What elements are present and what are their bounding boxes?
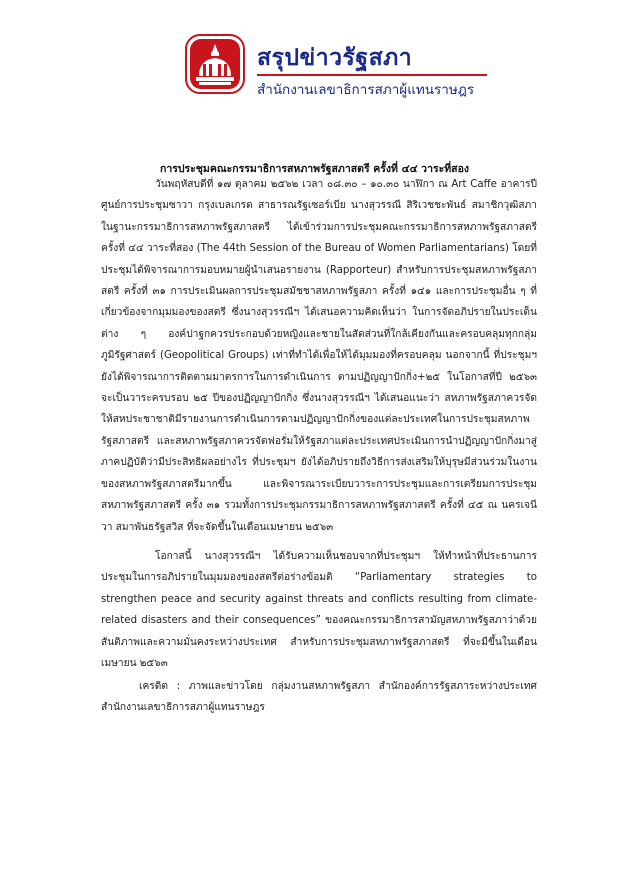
- letterhead: [185, 34, 515, 96]
- credit-paragraph: เครดิต : ภาพและข่าวโดย กลุ่มงานสหภาพรัฐสภา สำนักองค์การรัฐสภาระหว่างประเทศ สำนักงานเลขาธิการสภาผู้แทนราษฎร: [101, 681, 537, 714]
- body-paragraph-2: โอกาสนี้ นางสุวรรณีฯ ได้รับความเห็นชอบจากที่ประชุมฯ ให้ทำหน้าที่ประธานการประชุมในการอภิปรายในมุมมองของสตรีต่อร่างข้อมติ “Parliamentary strategies to strengthen peace and security against threats and conflicts resulting from climate-related disasters and their consequences” ของคณะกรรมาธิการสามัญสหภาพรัฐสภาว่าด้วยสันติภาพและความมั่นคงระหว่างประเทศ สำหรับการประชุมสหภาพรัฐสภาสตรี ที่จะมีขึ้นในเดือนเมษายน ๒๕๖๓: [101, 551, 537, 670]
- brand-title: สรุปข่าวรัฐสภา: [257, 45, 413, 71]
- brand-divider: [257, 74, 487, 76]
- body-paragraph-1: วันพฤหัสบดีที่ ๑๗ ตุลาคม ๒๕๖๒ เวลา ๐๘.๓๐ – ๑๐.๓๐ นาฬิกา ณ Art Caffe อาคารปี ศูนย์การประชุมซาวา กรุงเบลเกรด สาธารณรัฐเซอร์เบีย นางสุวรรณี สิริเวชชะพันธ์ สมาชิกวุฒิสภา ในฐานะกรรมาธิการสหภาพรัฐสภาสตรี ได้เข้าร่วมการประชุมคณะกรรมาธิการสหภาพรัฐสภาสตรี ครั้งที่ ๔๔ วาระที่สอง (The 44th Session of the Bureau of Women Parliamentarians) โดยที่ประชุมได้พิจารณาการมอบหมายผู้นำเสนอรายงาน (Rapporteur) สำหรับการประชุมสหภาพรัฐสภาสตรี ครั้งที่ ๓๑ การประเมินผลการประชุมสมัชชาสหภาพรัฐสภา ครั้งที่ ๑๔๑ และการประชุมอื่น ๆ ที่เกี่ยวข้องจากมุมมองของสตรี ซึ่งนางสุวรรณีฯ ได้เสนอความคิดเห็นว่า ในการจัดอภิปรายในประเด็นต่าง ๆ องค์ปาฐกควรประกอบด้วยหญิงและชายในสัดส่วนที่ใกล้เคียงกันและครอบคลุมทุกกลุ่มภูมิรัฐศาสตร์ (Geopolitical Groups) เท่าที่ทำได้เพื่อให้ได้มุมมองที่ครอบคลุม นอกจากนี้ ที่ประชุมฯ ยังได้พิจารณาการติดตามมาตรการในการดำเนินการ ตามปฏิญญาปักกิ่ง+๒๕ ในโอกาสที่ปี ๒๕๖๓ จะเป็นวาระครบรอบ ๒๕ ปีของปฏิญญาปักกิ่ง ซึ่งนางสุวรรณีฯ ได้เสนอแนะว่า สหภาพรัฐสภาควรจัดให้สหประชาชาติมีรายงานการดำเนินการตามปฏิญญาปักกิ่งของแต่ละประเทศในการประชุมสหภาพรัฐสภาสตรี และสหภาพรัฐสภาควรจัดฟอรั่มให้รัฐสภาแต่ละประเทศประเมินการนำปฏิญญาปักกิ่งมาสู่ภาคปฏิบัติว่ามีประสิทธิผลอย่างไร ที่ประชุมฯ ยังได้อภิปรายถึงวิธีการส่งเสริมให้บุรุษมีส่วนร่วมในงานของสหภาพรัฐสภาสตรีมากขึ้น และพิจารณาระเบียบวาระการประชุมและการเตรียมการประชุมสหภาพรัฐสภาสตรี ครั้ง ๓๑ รวมทั้งการประชุมกรรมาธิการสหภาพรัฐสภาสตรี ครั้งที่ ๔๕ ณ นครเจนีวา สมาพันธรัฐสวิส ที่จะจัดขึ้นในเดือนเมษายน ๒๕๖๓: [101, 179, 537, 533]
- brand-subtitle: สำนักงานเลขาธิการสภาผู้แทนราษฎร: [257, 82, 475, 98]
- parliament-emblem-icon: [185, 34, 245, 94]
- document-title: การประชุมคณะกรรมาธิการสหภาพรัฐสภาสตรี ครั้งที่ ๔๔ วาระที่สอง: [159, 163, 470, 175]
